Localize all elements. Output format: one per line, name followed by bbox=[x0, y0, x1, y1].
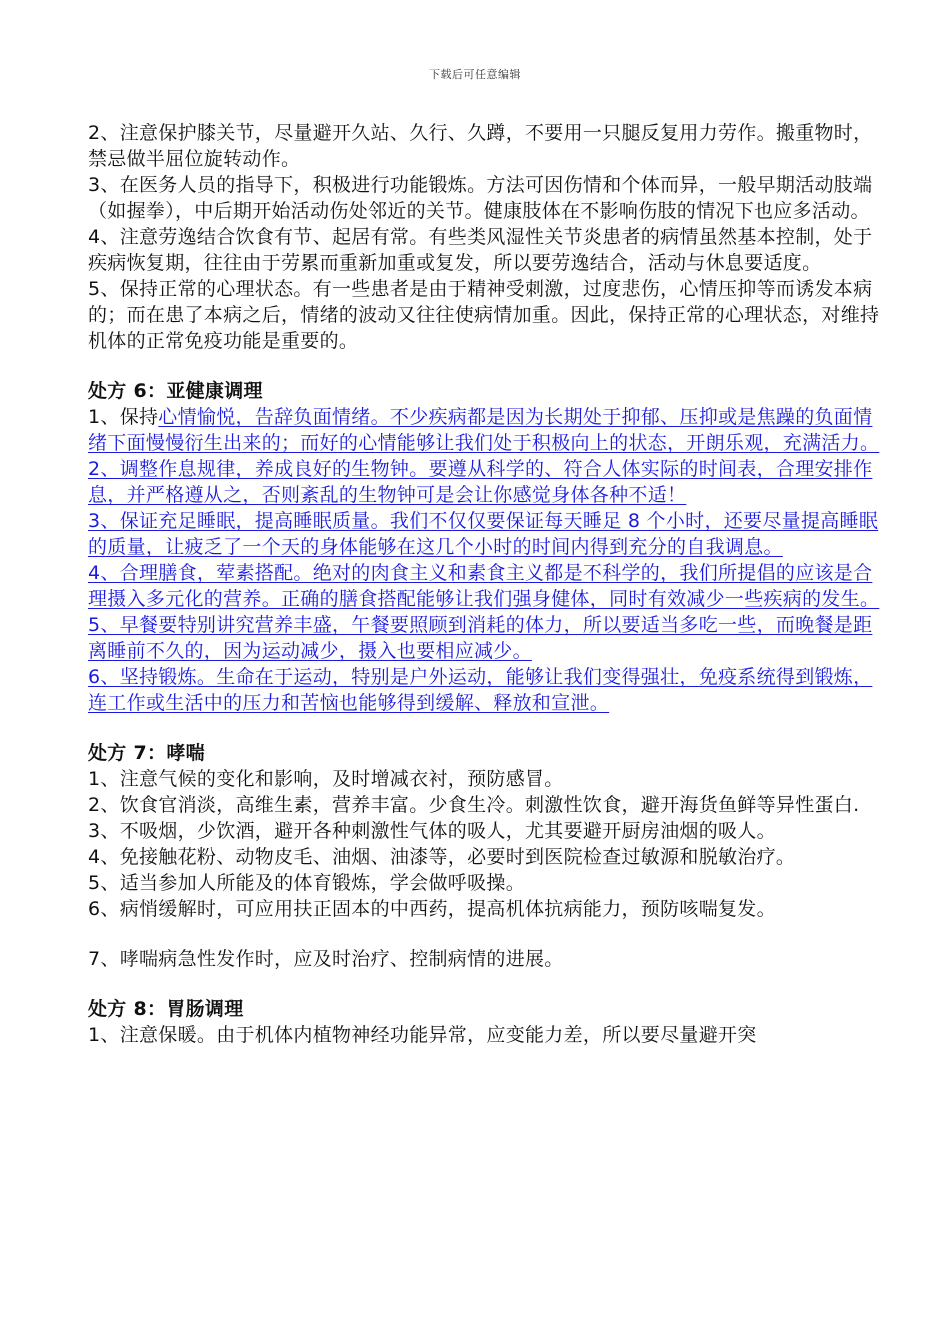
section-7-heading: 处方 7：哮喘 bbox=[88, 742, 205, 764]
section-6-item-4-link[interactable]: 4、合理膳食，荤素搭配。绝对的肉食主义和素食主义都是不科学的，我们所提倡的应该是合理摄入多元化的营养。正确的膳食搭配能够让我们强身健体，同时有效减少一些疾病的发生。 bbox=[88, 562, 880, 610]
page-header-note: 下载后可任意编辑 bbox=[429, 68, 521, 81]
section-6-item-1 bbox=[88, 404, 880, 456]
section-7-item-3: 3、不吸烟，少饮酒，避开各种刺激性气体的吸人，尤其要避开厨房油烟的吸人。 bbox=[88, 820, 776, 842]
section-6-item-3-link[interactable]: 3、保证充足睡眠，提高睡眠质量。我们不仅仅要保证每天睡足 8 个小时，还要尽量提高睡眠的质量，让疲乏了一个天的身体能够在这几个小时的时间内得到充分的自我调息。 bbox=[88, 510, 879, 558]
section-6-item-2 bbox=[88, 456, 880, 508]
section-spacer bbox=[88, 972, 880, 996]
section-spacer bbox=[88, 354, 880, 378]
paragraph-item-5: 5、保持正常的心理状态。有一些患者是由于精神受刺激，过度悲伤，心情压抑等而诱发本病的；而在患了本病之后，情绪的波动又往往使病情加重。因此，保持正常的心理状态，对维持机体的正常免疫功能是重要的。 bbox=[88, 278, 880, 352]
section-6-item-4 bbox=[88, 560, 880, 612]
section-6-item-1-link[interactable]: 心情愉悦，告辞负面情绪。不少疾病都是因为长期处于抑郁、压抑或是焦躁的负面情绪下面慢慢衍生出来的；而好的心情能够让我们处于积极向上的状态，开朗乐观，充满活力。 bbox=[88, 406, 880, 454]
paragraph-item-2: 2、注意保护膝关节，尽量避开久站、久行、久蹲，不要用一只腿反复用力劳作。搬重物时，禁忌做半屈位旋转动作。 bbox=[88, 122, 873, 170]
section-spacer bbox=[88, 716, 880, 740]
section-7-item-1: 1、注意气候的变化和影响，及时增减衣衬，预防感冒。 bbox=[88, 768, 564, 790]
section-6-item-3 bbox=[88, 508, 880, 560]
section-8-heading: 处方 8：胃肠调理 bbox=[88, 998, 244, 1020]
section-7-item-7: 7、哮喘病急性发作时，应及时治疗、控制病情的进展。 bbox=[88, 948, 564, 970]
section-6-item-1-prefix: 1、保持 bbox=[88, 406, 159, 428]
section-6-item-5-link[interactable]: 5、早餐要特别讲究营养丰盛，午餐要照顾到消耗的体力，所以要适当多吃一些，而晚餐是距离睡前不久的，因为运动减少，摄入也要相应减少。 bbox=[88, 614, 873, 662]
section-6-heading: 处方 6：亚健康调理 bbox=[88, 380, 263, 402]
section-6-item-5 bbox=[88, 612, 880, 664]
paragraph-item-4: 4、注意劳逸结合饮食有节、起居有常。有些类风湿性关节炎患者的病情虽然基本控制，处于疾病恢复期，往往由于劳累而重新加重或复发，所以要劳逸结合，活动与休息要适度。 bbox=[88, 226, 873, 274]
section-8-item-1: 1、注意保暖。由于机体内植物神经功能异常，应变能力差，所以要尽量避开突 bbox=[88, 1024, 757, 1046]
section-7-item-5: 5、适当参加人所能及的体育锻炼，学会做呼吸操。 bbox=[88, 872, 525, 894]
section-6-item-6 bbox=[88, 664, 880, 716]
section-7-item-6: 6、病悄缓解时，可应用扶正固本的中西药，提高机体抗病能力，预防咳喘复发。 bbox=[88, 898, 776, 920]
document-body bbox=[88, 120, 880, 1048]
paragraph-item-3: 3、在医务人员的指导下，积极进行功能锻炼。方法可因伤情和个体而异，一般早期活动肢端（如握拳），中后期开始活动伤处邻近的关节。健康肢体在不影响伤肢的情况下也应多活动。 bbox=[88, 174, 873, 222]
section-6-item-2-link[interactable]: 2、调整作息规律，养成良好的生物钟。要遵从科学的、符合人体实际的时间表，合理安排作息，并严格遵从之，否则紊乱的生物钟可是会让你感觉身体各种不适！ bbox=[88, 458, 873, 506]
section-7-item-4: 4、免接触花粉、动物皮毛、油烟、油漆等，必要时到医院检查过敏源和脱敏治疗。 bbox=[88, 846, 796, 868]
section-7-item-2: 2、饮食官消淡，高维生素，营养丰富。少食生冷。刺激性饮食，避开海货鱼鲜等异性蛋白. bbox=[88, 794, 860, 816]
paragraph-spacer bbox=[88, 922, 880, 946]
section-6-item-6-link[interactable]: 6、坚持锻炼。生命在于运动，特别是户外运动，能够让我们变得强壮，免疫系统得到锻炼，连工作或生活中的压力和苦恼也能够得到缓解、释放和宣泄。 bbox=[88, 666, 873, 714]
